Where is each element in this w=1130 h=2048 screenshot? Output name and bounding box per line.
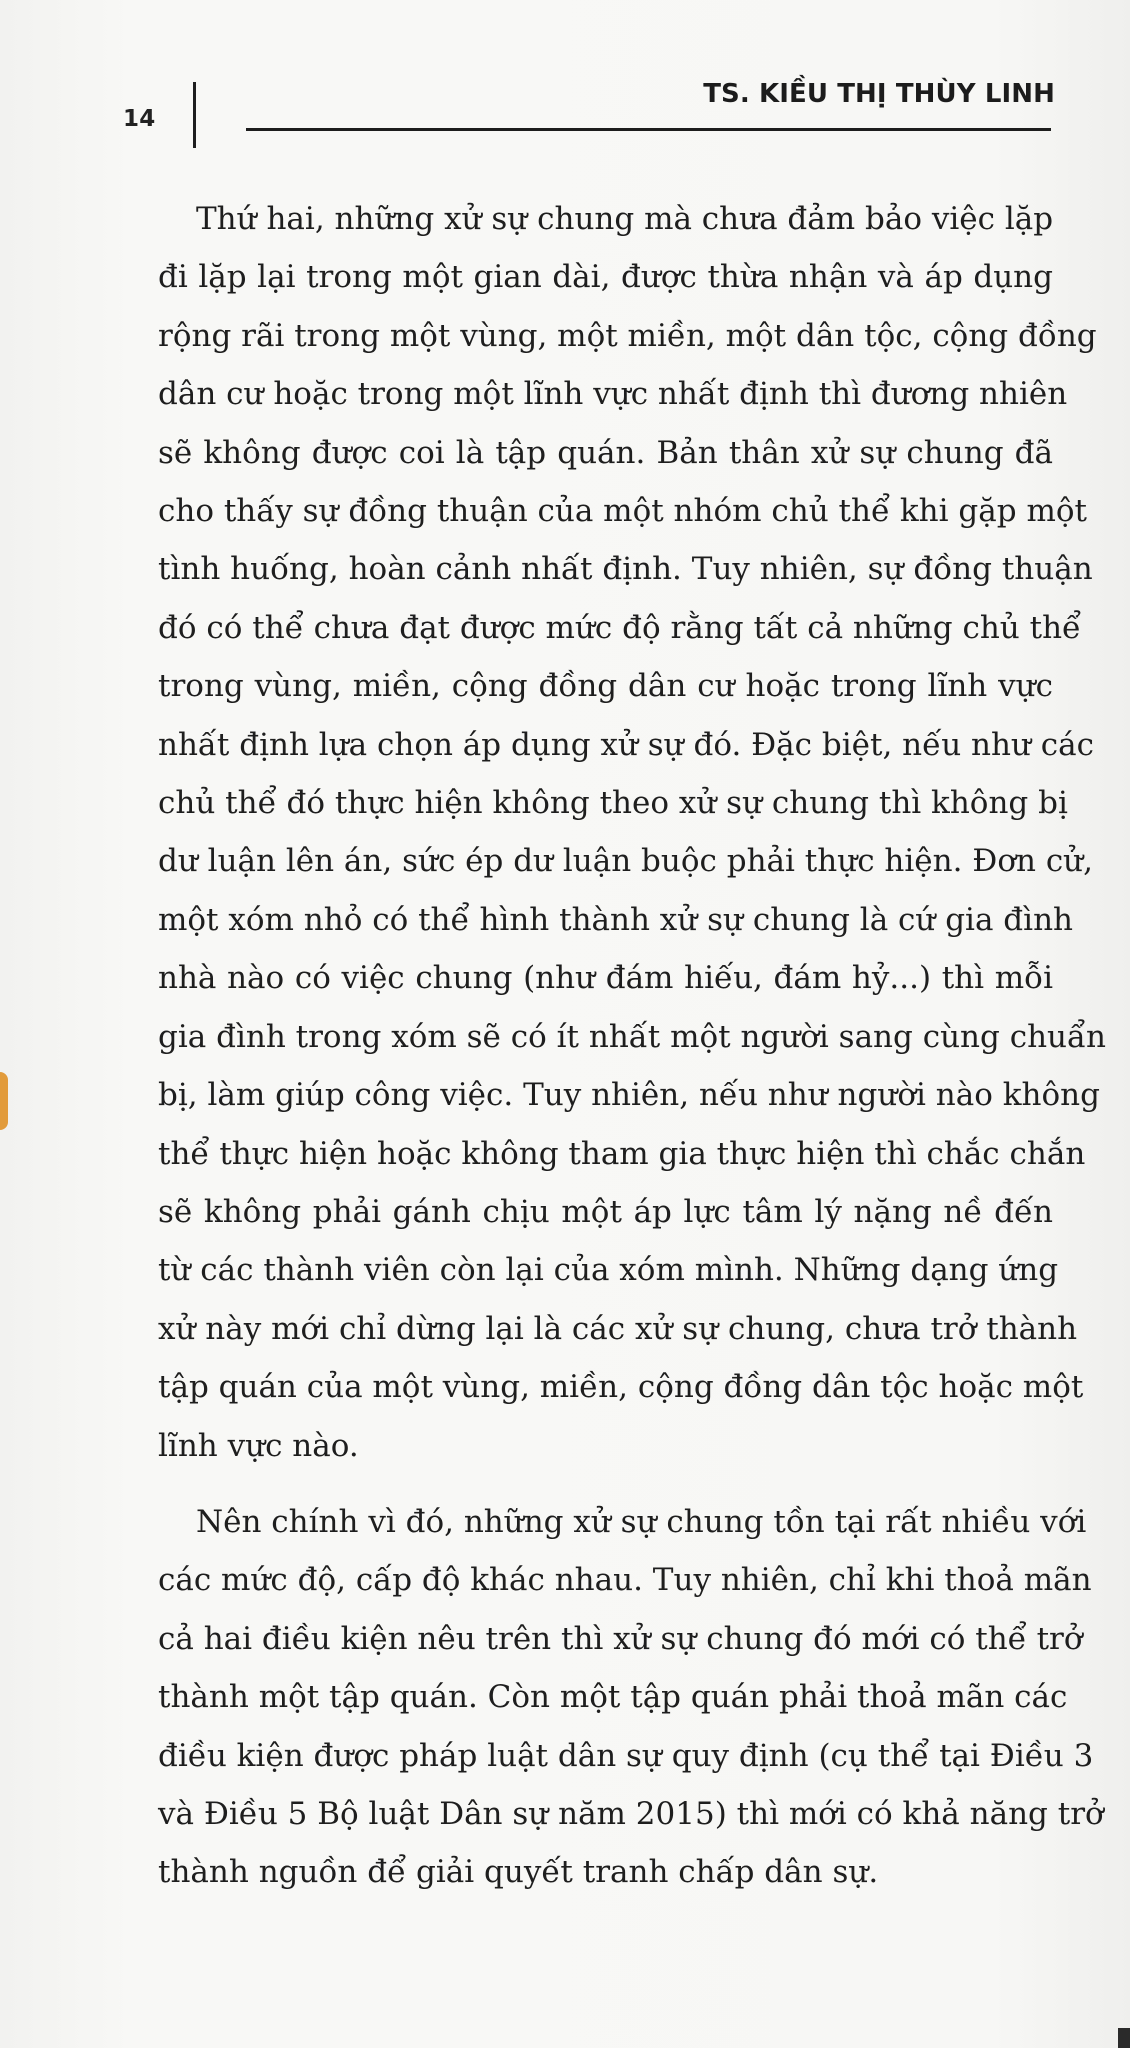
text-line: Thứ hai, những xử sự chung mà chưa đảm bảo việc lặp [196, 201, 1054, 237]
text-line: trong vùng, miền, cộng đồng dân cư hoặc trong lĩnh vực [158, 668, 1053, 705]
text-line: thể thực hiện hoặc không tham gia thực hiện thì chắc chắn [158, 1135, 1086, 1172]
text-line: bị, làm giúp công việc. Tuy nhiên, nếu như người nào không [158, 1077, 1100, 1114]
text-line: rộng rãi trong một vùng, một miền, một dân tộc, cộng đồng [158, 317, 1097, 354]
header-horizontal-rule [246, 128, 1051, 131]
page-corner-mark [1118, 2028, 1130, 2048]
text-line: một xóm nhỏ có thể hình thành xử sự chung là cứ gia đình [158, 901, 1073, 938]
text-line: và Điều 5 Bộ luật Dân sự năm 2015) thì mới có khả năng trở [158, 1795, 1104, 1832]
page-edge-mark [0, 1072, 8, 1130]
text-line: nhà nào có việc chung (như đám hiếu, đám hỷ...) thì mỗi [158, 960, 1053, 997]
paragraph-2 [158, 1493, 1104, 1902]
body-text [158, 190, 1106, 1902]
text-line: sẽ không phải gánh chịu một áp lực tâm lý nặng nề đến [158, 1193, 1053, 1230]
text-line: gia đình trong xóm sẽ có ít nhất một người sang cùng chuẩn [158, 1018, 1106, 1055]
text-line: đó có thể chưa đạt được mức độ rằng tất cả những chủ thể [158, 609, 1082, 646]
text-line: nhất định lựa chọn áp dụng xử sự đó. Đặc biệt, nếu như các [158, 726, 1094, 763]
header-vertical-rule [193, 82, 196, 148]
text-line: từ các thành viên còn lại của xóm mình. Những dạng ứng [158, 1252, 1059, 1289]
paragraph-1 [158, 190, 1106, 1475]
text-line: thành nguồn để giải quyết tranh chấp dân sự. [158, 1854, 879, 1891]
running-header-author: TS. KIỀU THỊ THÙY LINH [703, 79, 1055, 109]
text-line: sẽ không được coi là tập quán. Bản thân xử sự chung đã [158, 434, 1053, 471]
text-line: đi lặp lại trong một gian dài, được thừa nhận và áp dụng [158, 259, 1053, 296]
text-line: lĩnh vực nào. [158, 1427, 359, 1464]
text-line: Nên chính vì đó, những xử sự chung tồn tại rất nhiều với [196, 1503, 1087, 1540]
text-line: các mức độ, cấp độ khác nhau. Tuy nhiên, chỉ khi thoả mãn [158, 1562, 1092, 1599]
text-line: xử này mới chỉ dừng lại là các xử sự chung, chưa trở thành [158, 1310, 1078, 1347]
text-line: dư luận lên án, sức ép dư luận buộc phải thực hiện. Đơn cử, [158, 843, 1093, 880]
text-line: tập quán của một vùng, miền, cộng đồng dân tộc hoặc một [158, 1369, 1084, 1406]
text-line: dân cư hoặc trong một lĩnh vực nhất định thì đương nhiên [158, 376, 1068, 413]
text-line: chủ thể đó thực hiện không theo xử sự chung thì không bị [158, 785, 1068, 822]
text-line: tình huống, hoàn cảnh nhất định. Tuy nhiên, sự đồng thuận [158, 551, 1093, 588]
text-line: cho thấy sự đồng thuận của một nhóm chủ thể khi gặp một [158, 493, 1087, 530]
text-line: cả hai điều kiện nêu trên thì xử sự chung đó mới có thể trở [158, 1620, 1083, 1657]
page-number: 14 [123, 106, 156, 132]
text-line: thành một tập quán. Còn một tập quán phải thoả mãn các [158, 1679, 1068, 1716]
text-line: điều kiện được pháp luật dân sự quy định (cụ thể tại Điều 3 [158, 1737, 1094, 1774]
